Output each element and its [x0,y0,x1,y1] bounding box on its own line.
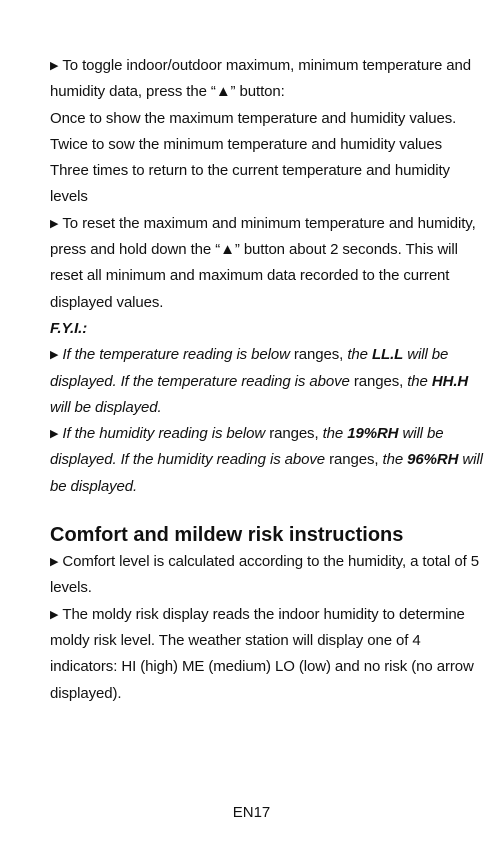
triangle-bullet-icon: ▶ [50,608,59,621]
triangle-bullet-icon: ▶ [50,349,59,362]
hum-below-text: If the humidity reading is below [62,425,266,443]
fyi-humidity-note [50,421,490,500]
hum-above-text: will be displayed. If the humidity reading is above [50,425,444,469]
temp-above-text: will be displayed. If the temperature reading is above [50,346,449,390]
comfort-level-note [50,549,490,602]
temp-displayed-text: will be displayed. [50,398,162,416]
hum-ranges-text: ranges, [265,425,319,443]
temp-ranges-text: ranges, [289,346,344,364]
fyi-temperature-note [50,342,490,421]
comfort-level-text: Comfort level is calculated according to the humidity, a total of 5 levels. [50,553,479,597]
manual-page [50,53,490,707]
press-twice-line: Twice to sow the minimum temperature and humidity values [50,135,443,153]
temp-the-text-2: the [403,372,432,390]
reset-instruction-text: To reset the maximum and minimum temperature and humidity, press and hold down the “▲” button about 2 seconds. This will reset all minimum and maximum data recorded to the current displayed values. [50,214,476,311]
page-number: EN17 [232,804,271,821]
reset-instruction [50,211,490,316]
temp-ranges-text-2: ranges, [349,372,404,390]
triangle-bullet-icon: ▶ [50,217,59,230]
triangle-bullet-icon: ▶ [50,60,59,72]
triangle-bullet-icon: ▶ [50,428,59,441]
temp-the-text: the [343,346,372,364]
temp-high-code: HH.H [431,372,469,390]
hum-high-code: 96%RH [407,451,459,469]
moldy-risk-note [50,602,490,707]
hum-displayed-text: will be displayed. [50,451,483,495]
temp-below-text: If the temperature reading is below [62,346,290,364]
toggle-instruction [50,53,490,106]
comfort-heading: Comfort and mildew risk instructions [50,524,404,547]
moldy-risk-text: The moldy risk display reads the indoor humidity to determine moldy risk level. The weather station will display one of 4 indicators: HI (high) ME (medium) LO (low) and no risk (no arrow displayed). [50,605,474,702]
fyi-label: F.Y.I.: [50,319,88,337]
press-once-line: Once to show the maximum temperature and humidity values. [50,109,457,127]
hum-low-code: 19%RH [347,425,399,443]
triangle-bullet-icon: ▶ [50,556,59,569]
hum-the-text-2: the [378,451,408,469]
toggle-instruction-text: To toggle indoor/outdoor maximum, minimum temperature and humidity data, press the “▲” button: [50,57,472,101]
hum-ranges-text-2: ranges, [325,451,379,469]
temp-low-code: LL.L [371,346,404,364]
hum-the-text: the [318,425,348,443]
press-three-times-line: Three times to return to the current temperature and humidity levels [50,162,450,206]
